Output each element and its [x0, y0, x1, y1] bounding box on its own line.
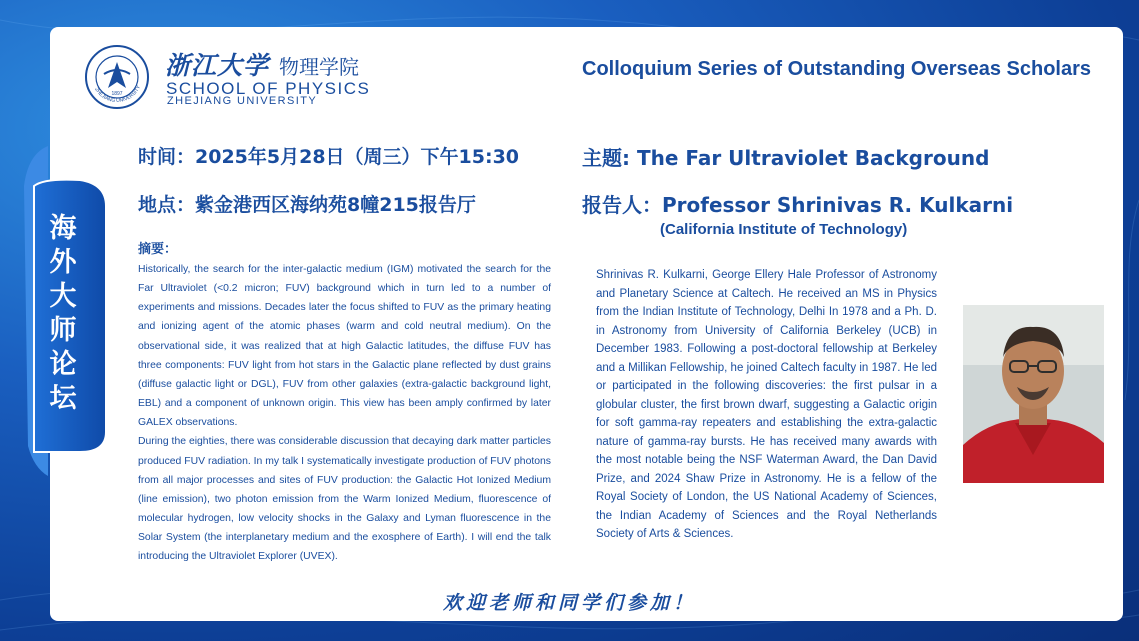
speaker-name: 报告人：Professor Shrinivas R. Kulkarni: [582, 193, 1014, 217]
series-title: Colloquium Series of Outstanding Overseas Scholars: [582, 58, 1092, 80]
event-time: 时间：2025年5月28日（周三）下午15:30: [138, 146, 520, 168]
side-tab-char: 坛: [49, 383, 77, 414]
event-place: 地点：紫金港西区海纳苑8幢215报告厅: [138, 194, 476, 216]
school-name-en: SCHOOL OF PHYSICS: [166, 79, 371, 98]
speaker-photo: [963, 305, 1104, 483]
side-tab-char: 海: [49, 213, 77, 244]
speaker-bio: Shrinivas R. Kulkarni, George Ellery Hale Professor of Astronomy and Planetary Science at Caltech. He received an MS in Physics from the Indian Institute of Technology, Delhi In 1978 and a Ph. D. in Astronomy from University of California Berkeley (UCB) in December 1983. Following a post-doctoral fellowship at Berkeley and a Millikan Fellowship, he joined Caltech faculty in 1987. He led or participated in the following discoveries: the first pulsar in a globular cluster, the first brown dwarf, suggesting a Galactic origin for soft gamma-ray repeaters and establishing the extra-galactic nature of gamma-ray bursts. He has received many awards with the most notable being the NSF Waterman Award, the Dan David Prize, and 2024 Shaw Prize in Astronomy. He is a fellow of the Royal Society of London, the US National Academy of Sciences, the Indian Academy of Sciences and the Royal Netherlands Society of Arts & Sciences.: [596, 269, 937, 540]
side-tab-label: [42, 212, 84, 416]
university-name-cn: 浙江大学: [165, 51, 270, 80]
abstract-paragraph: During the eighties, there was considerable discussion that decaying dark matter particles produced FUV radiation. In my talk I systematically investigate production of FUV photons from all major processes and sites of FUV production: the Galactic Hot Ionized Medium (line emission), two photon emission from the Warm Ionized Medium, fluorescence of molecular hydrogen, low velocity shocks in the Galaxy and Lyman fluorescence in the Solar System (the interplanetary medium and the exosphere of Earth). I will end the talk introducing the Ultraviolet Explorer (UVEX).: [138, 436, 551, 563]
svg-text:1897: 1897: [111, 91, 123, 97]
abstract-heading: 摘要：: [138, 242, 178, 257]
side-tab-char: 师: [49, 315, 77, 346]
abstract-paragraph: Historically, the search for the inter-galactic medium (IGM) motivated the search for the Far Ultraviolet (<0.2 micron; FUV) background which in turn led to a number of experiments and missions. Decades later the focus shifted to FUV as the primary heating and ionizing agent of the atomic phases (warm and cold neutral medium). On the observational side, it was realized that at high Galactic latitudes, the diffuse FUV has three components: FUV light from hot stars in the Galactic plane reflected by dust grains (diffuse galactic light or DGL), FUV from other galaxies (extra-galactic background light, EBL) and a component of unknown origin. This view has been amply confirmed by later GALEX observations.: [138, 264, 551, 429]
university-seal-icon: [84, 44, 150, 110]
side-tab-char: 论: [49, 349, 77, 380]
university-name-en: ZHEJIANG UNIVERSITY: [167, 95, 318, 107]
welcome-message: 欢迎老师和同学们参加！: [442, 592, 696, 614]
side-tab-char: 大: [49, 281, 77, 312]
svg-text:ZHEJIANG UNIVERSITY: ZHEJIANG UNIVERSITY: [93, 84, 142, 105]
talk-topic: 主题: The Far Ultraviolet Background: [582, 146, 990, 170]
abstract-text: [138, 260, 551, 567]
school-name-cn: 物理学院: [279, 55, 359, 79]
speaker-affiliation: (California Institute of Technology): [660, 221, 908, 238]
side-tab-char: 外: [49, 247, 77, 278]
